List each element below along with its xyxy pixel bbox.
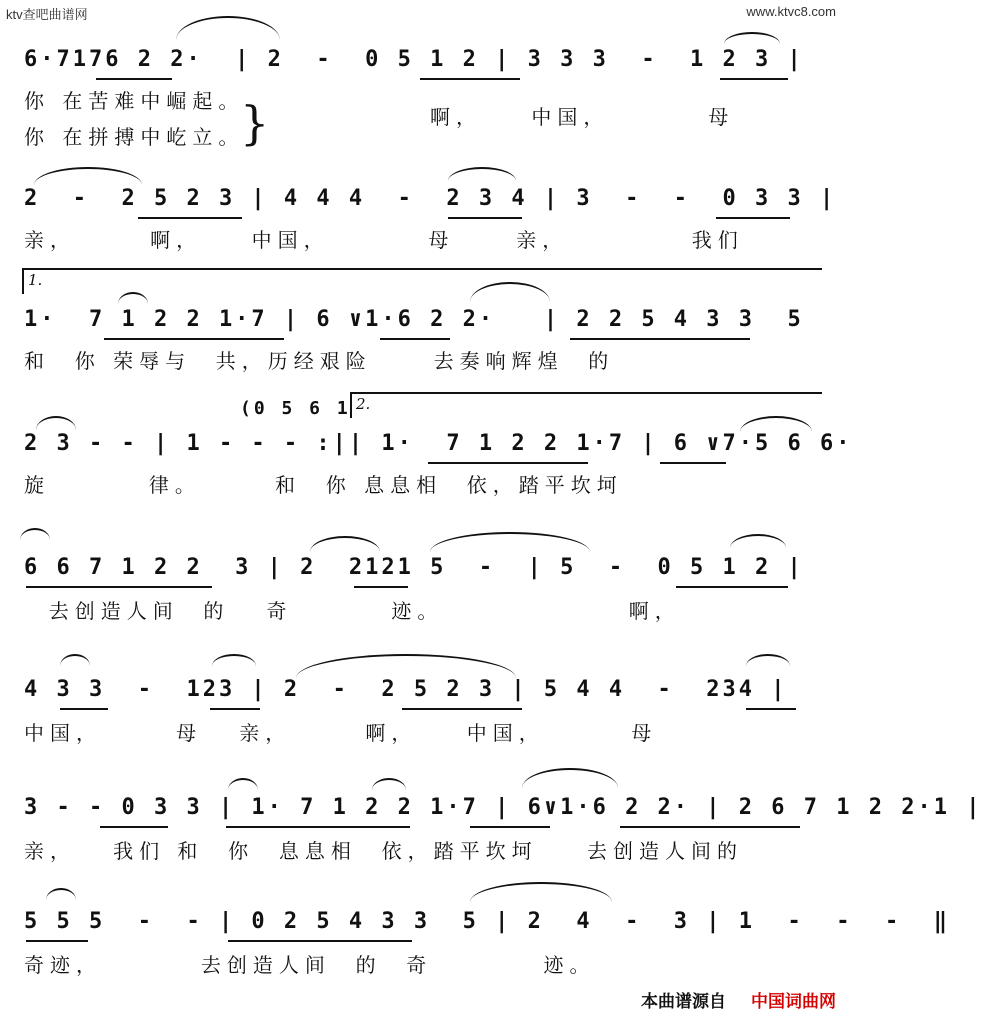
notation-line: 1· 7 1 2 2 1·7 | 6 ∨1·6 2 2· | 2 2 5 4 3 3 5 — [24, 307, 804, 332]
site-header-right[interactable]: www.ktvc8.com — [746, 4, 836, 19]
volta-1: 1. — [22, 268, 822, 294]
footer-source: 本曲谱源自 — [641, 992, 726, 1011]
slur — [522, 768, 618, 788]
beam — [354, 586, 408, 588]
score-system-7 — [0, 768, 982, 868]
slur — [20, 528, 50, 540]
pickup-notes: (0 5 6 1 — [240, 398, 351, 419]
beam — [570, 338, 750, 340]
slur — [212, 654, 256, 666]
lyric-verse-1: 你 在苦难中崛起。 — [24, 89, 245, 113]
lyric-line: 亲， 啊， 中国， 母 亲， 我们 — [24, 228, 744, 252]
beam — [226, 826, 410, 828]
slur — [470, 882, 612, 902]
score-system-4 — [0, 390, 853, 500]
score-system-1 — [0, 30, 846, 160]
notation-line: 5 5 5 - - | 0 2 5 4 3 3 5 | 2 4 - 3 | 1 - - - ‖ — [24, 909, 950, 934]
score-system-5 — [0, 528, 846, 628]
lyric-shared: 啊， 中国， 母 — [430, 105, 735, 129]
volta-2: 2. — [350, 392, 822, 418]
beam — [676, 586, 788, 588]
beam — [138, 217, 242, 219]
beam — [26, 586, 212, 588]
footer-site-link[interactable]: 中国词曲网 — [751, 992, 836, 1011]
beam — [746, 708, 796, 710]
beam — [402, 708, 522, 710]
lyric-line: 中国， 母 亲， 啊， 中国， 母 — [24, 721, 658, 745]
score-system-8 — [0, 882, 950, 982]
score-system-2 — [0, 165, 846, 265]
beam — [660, 462, 726, 464]
lyric-line: 和 你 荣辱与 共，历经艰险 去奏响辉煌 的 — [24, 349, 615, 373]
slur — [176, 16, 280, 40]
beam — [96, 78, 172, 80]
lyric-line: 旋 律。 和 你 息息相 依，踏平坎坷 — [24, 473, 623, 497]
slur — [730, 534, 786, 548]
lyric-verse-2: 你 在拼搏中屹立。 — [24, 125, 245, 149]
notation-line: 2 - 2 5 2 3 | 4 4 4 - 2 3 4 | 3 - - 0 3 3 | — [24, 186, 837, 211]
slur — [60, 654, 90, 666]
notation-line: 3 - - 0 3 3 | 1· 7 1 2 2 1·7 | 6∨1·6 2 2· | 2 6 7 1 2 2·1 | — [24, 795, 982, 820]
notation-line: 2 3 - - | 1 - - - :|| 1· 7 1 2 2 1·7 | 6 ∨7·5 6 6· — [24, 431, 853, 456]
score-system-3 — [0, 268, 846, 383]
slur — [746, 654, 790, 666]
beam — [448, 217, 522, 219]
beam — [104, 338, 284, 340]
beam — [428, 462, 588, 464]
lyric-line: 奇迹， 去创造人间 的 奇 迹。 — [24, 953, 596, 977]
lyric-line: 去创造人间 的 奇 迹。 啊， — [24, 599, 681, 623]
notation-line: 4 3 3 - 123 | 2 - 2 5 2 3 | 5 4 4 - 234 | — [24, 677, 788, 702]
beam — [716, 217, 790, 219]
beam — [720, 78, 788, 80]
beam — [100, 826, 168, 828]
score-system-6 — [0, 650, 846, 750]
site-header-left[interactable]: ktv查吧曲谱网 — [6, 7, 88, 22]
lyric-line: 亲， 我们 和 你 息息相 依，踏平坎坷 去创造人间的 — [24, 839, 744, 863]
beam — [210, 708, 260, 710]
notation-line: 6·7176 2 2· | 2 - 0 5 1 2 | 3 3 3 - 1 2 3 | — [24, 47, 804, 72]
beam — [26, 940, 88, 942]
beam — [620, 826, 800, 828]
beam — [380, 338, 450, 340]
beam — [470, 826, 550, 828]
notation-line: 6 6 7 1 2 2 3 | 2 2121 5 - | 5 - 0 5 1 2 | — [24, 555, 804, 580]
beam — [228, 940, 412, 942]
beam — [420, 78, 520, 80]
brace-icon: } — [240, 96, 270, 150]
slur — [46, 888, 76, 900]
beam — [60, 708, 108, 710]
